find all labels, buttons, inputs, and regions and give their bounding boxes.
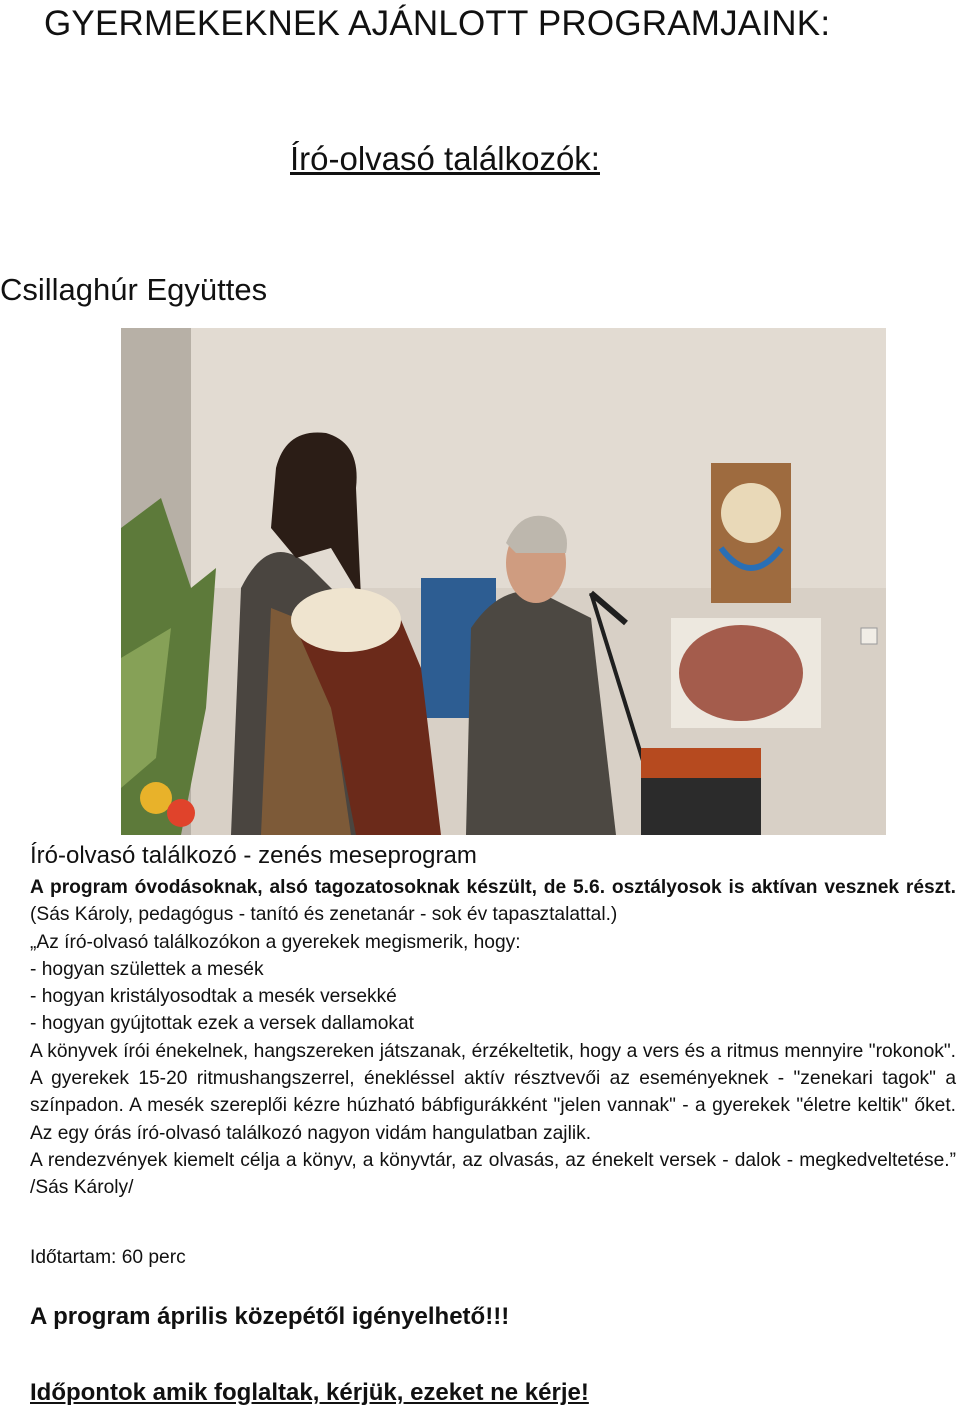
list-item: - hogyan születtek a mesék — [30, 958, 264, 980]
performers-photo — [121, 328, 886, 835]
performers-photo-illustration — [121, 328, 886, 835]
program-closing: A rendezvények kiemelt célja a könyv, a könyvtár, az olvasás, az énekelt versek - dalok - megkedveltetése.” /Sás Károly/ — [30, 1149, 956, 1199]
list-item: - hogyan gyújtottak ezek a versek dallamokat — [30, 1013, 414, 1035]
program-intro — [30, 874, 956, 929]
program-title: Író-olvasó találkozó - zenés meseprogram — [30, 842, 477, 869]
quote-opening: „Az író-olvasó találkozókon a gyerekek megismerik, hogy: — [30, 931, 521, 953]
availability-notice: A program április közepétől igényelhető!!! — [30, 1303, 510, 1330]
program-body: A könyvek írói énekelnek, hangszereken játszanak, érzékeltetik, hogy a vers és a ritmus mennyire "rokonok". A gyerekek 15-20 ritmushangszerrel, énekléssel aktív résztvevői az eseményeknek - "zenekari tagok" a színpadon. A mesék szereplői kézre húzható bábfigurákként "jelen vannak" - a gyerekek "életre keltik" őket. Az egy órás író-olvasó találkozó nagyon vidám hangulatban zajlik. — [30, 1040, 956, 1144]
group-name: Csillaghúr Együttes — [0, 272, 268, 307]
program-intro-bold: A program óvodásoknak, alsó tagozatosoknak készült, de 5.6. osztályosok is aktívan vesznek részt. — [30, 877, 956, 898]
program-intro-rest: (Sás Károly, pedagógus - tanító és zenetanár - sok év tapasztalattal.) — [30, 904, 618, 926]
booked-dates-notice: Időpontok amik foglaltak, kérjük, ezeket ne kérje! — [30, 1379, 589, 1406]
list-item: - hogyan kristályosodtak a mesék versekké — [30, 986, 397, 1008]
program-quote — [30, 929, 956, 1038]
section-subtitle: Író-olvasó találkozók: — [290, 140, 600, 177]
program-description — [30, 842, 956, 1202]
duration: Időtartam: 60 perc — [30, 1247, 186, 1268]
page-title: GYERMEKEKNEK AJÁNLOTT PROGRAMJAINK: — [44, 4, 831, 43]
